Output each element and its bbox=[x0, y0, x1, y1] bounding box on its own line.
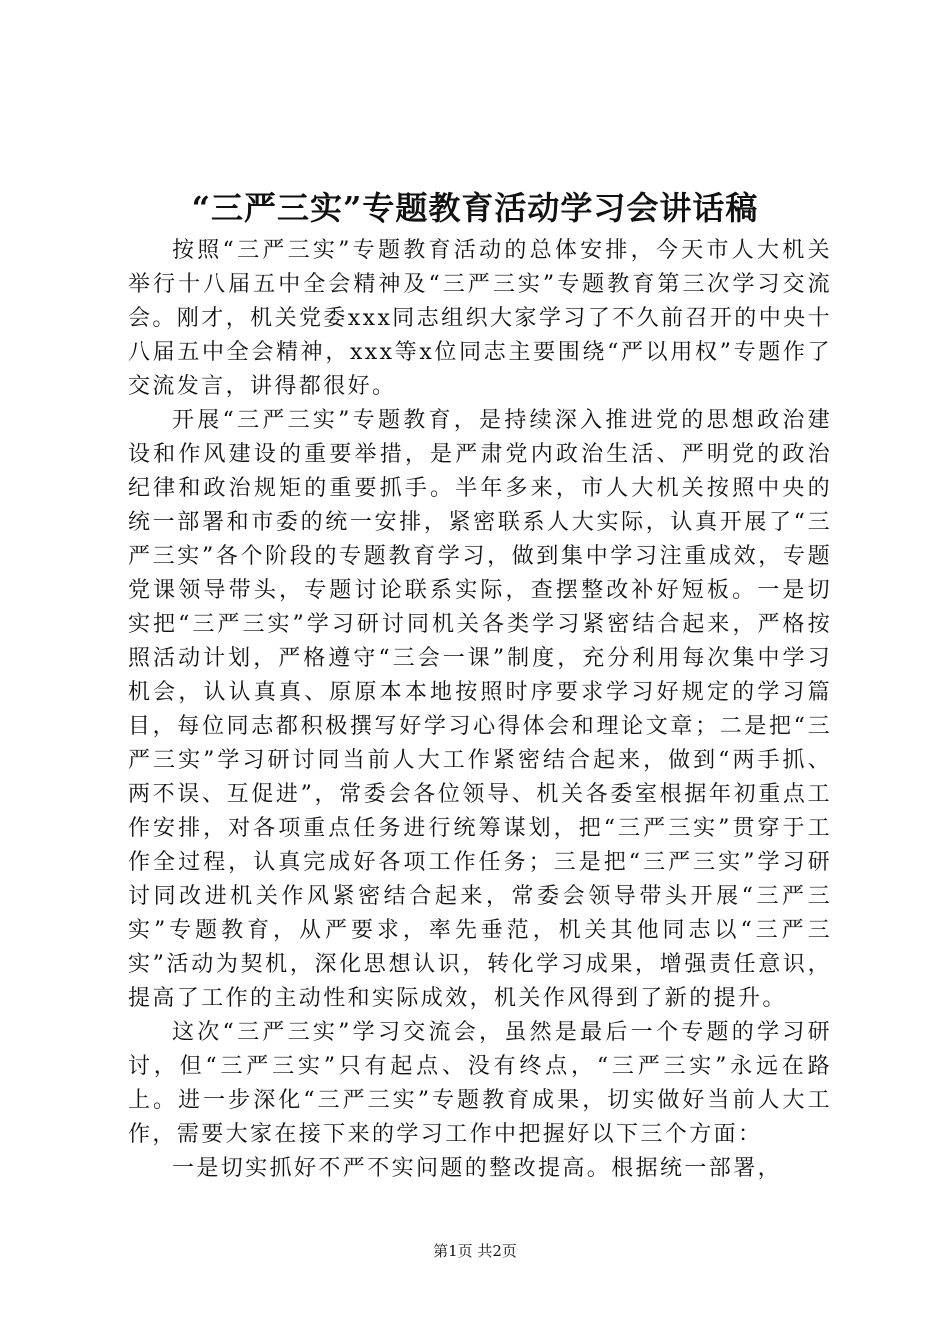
paragraph: 一是切实抓好不严不实问题的整改提高。根据统一部署， bbox=[172, 1156, 783, 1181]
paragraph: 开展“三严三实”专题教育，是持续深入推进党的思想政治建设和作风建设的重要举措，是严肃党内政治生活、严明党的政治纪律和政治规矩的重要抓手。半年多来，市人大机关按照中央的统一部署和市委的统一安排，紧密联系人大实际，认真开展了“三严三实”各个阶段的专题教育学习，做到集中学习注重成效，专题党课领导带头，专题讨论联系实际，查摆整改补好短板。一是切实把“三严三实”学习研讨同机关各类学习紧密结合起来，严格按照活动计划，严格遵守“三会一课”制度，充分利用每次集中学习机会，认认真真、原原本本地按照时序要求学习好规定的学习篇目，每位同志都积极撰写好学习心得体会和理论文章；二是把“三严三实”学习研讨同当前人大工作紧密结合起来，做到“两手抓、两不误、互促进”，常委会各位领导、机关各委室根据年初重点工作安排，对各项重点任务进行统筹谋划，把“三严三实”贯穿于工作全过程，认真完成好各项工作任务；三是把“三严三实”学习研讨同改进机关作风紧密结合起来，常委会领导带头开展“三严三实”专题教育，从严要求，率先垂范，机关其他同志以“三严三实”活动为契机，深化思想认识，转化学习成果，增强责任意识，提高了工作的主动性和实际成效，机关作风得到了新的提升。 bbox=[128, 408, 832, 1011]
document-title: “三严三实”专题教育活动学习会讲话稿 bbox=[191, 189, 759, 227]
paragraph: 按照“三严三实”专题教育活动的总体安排，今天市人大机关举行十八届五中全会精神及“三严三实”专题教育第三次学习交流会。刚才，机关党委xxx同志组织大家学习了不久前召开的中央十八届五中全会精神，xxx等x位同志主要围绕“严以用权”专题作了交流发言，讲得都很好。 bbox=[128, 238, 832, 399]
document-body bbox=[128, 234, 832, 1186]
page-number: 第1页 共2页 bbox=[433, 1242, 517, 1260]
paragraph: 这次“三严三实”学习交流会，虽然是最后一个专题的学习研讨，但“三严三实”只有起点、没有终点，“三严三实”永远在路上。进一步深化“三严三实”专题教育成果，切实做好当前人大工作，需要大家在接下来的学习工作中把握好以下三个方面： bbox=[128, 1020, 832, 1147]
